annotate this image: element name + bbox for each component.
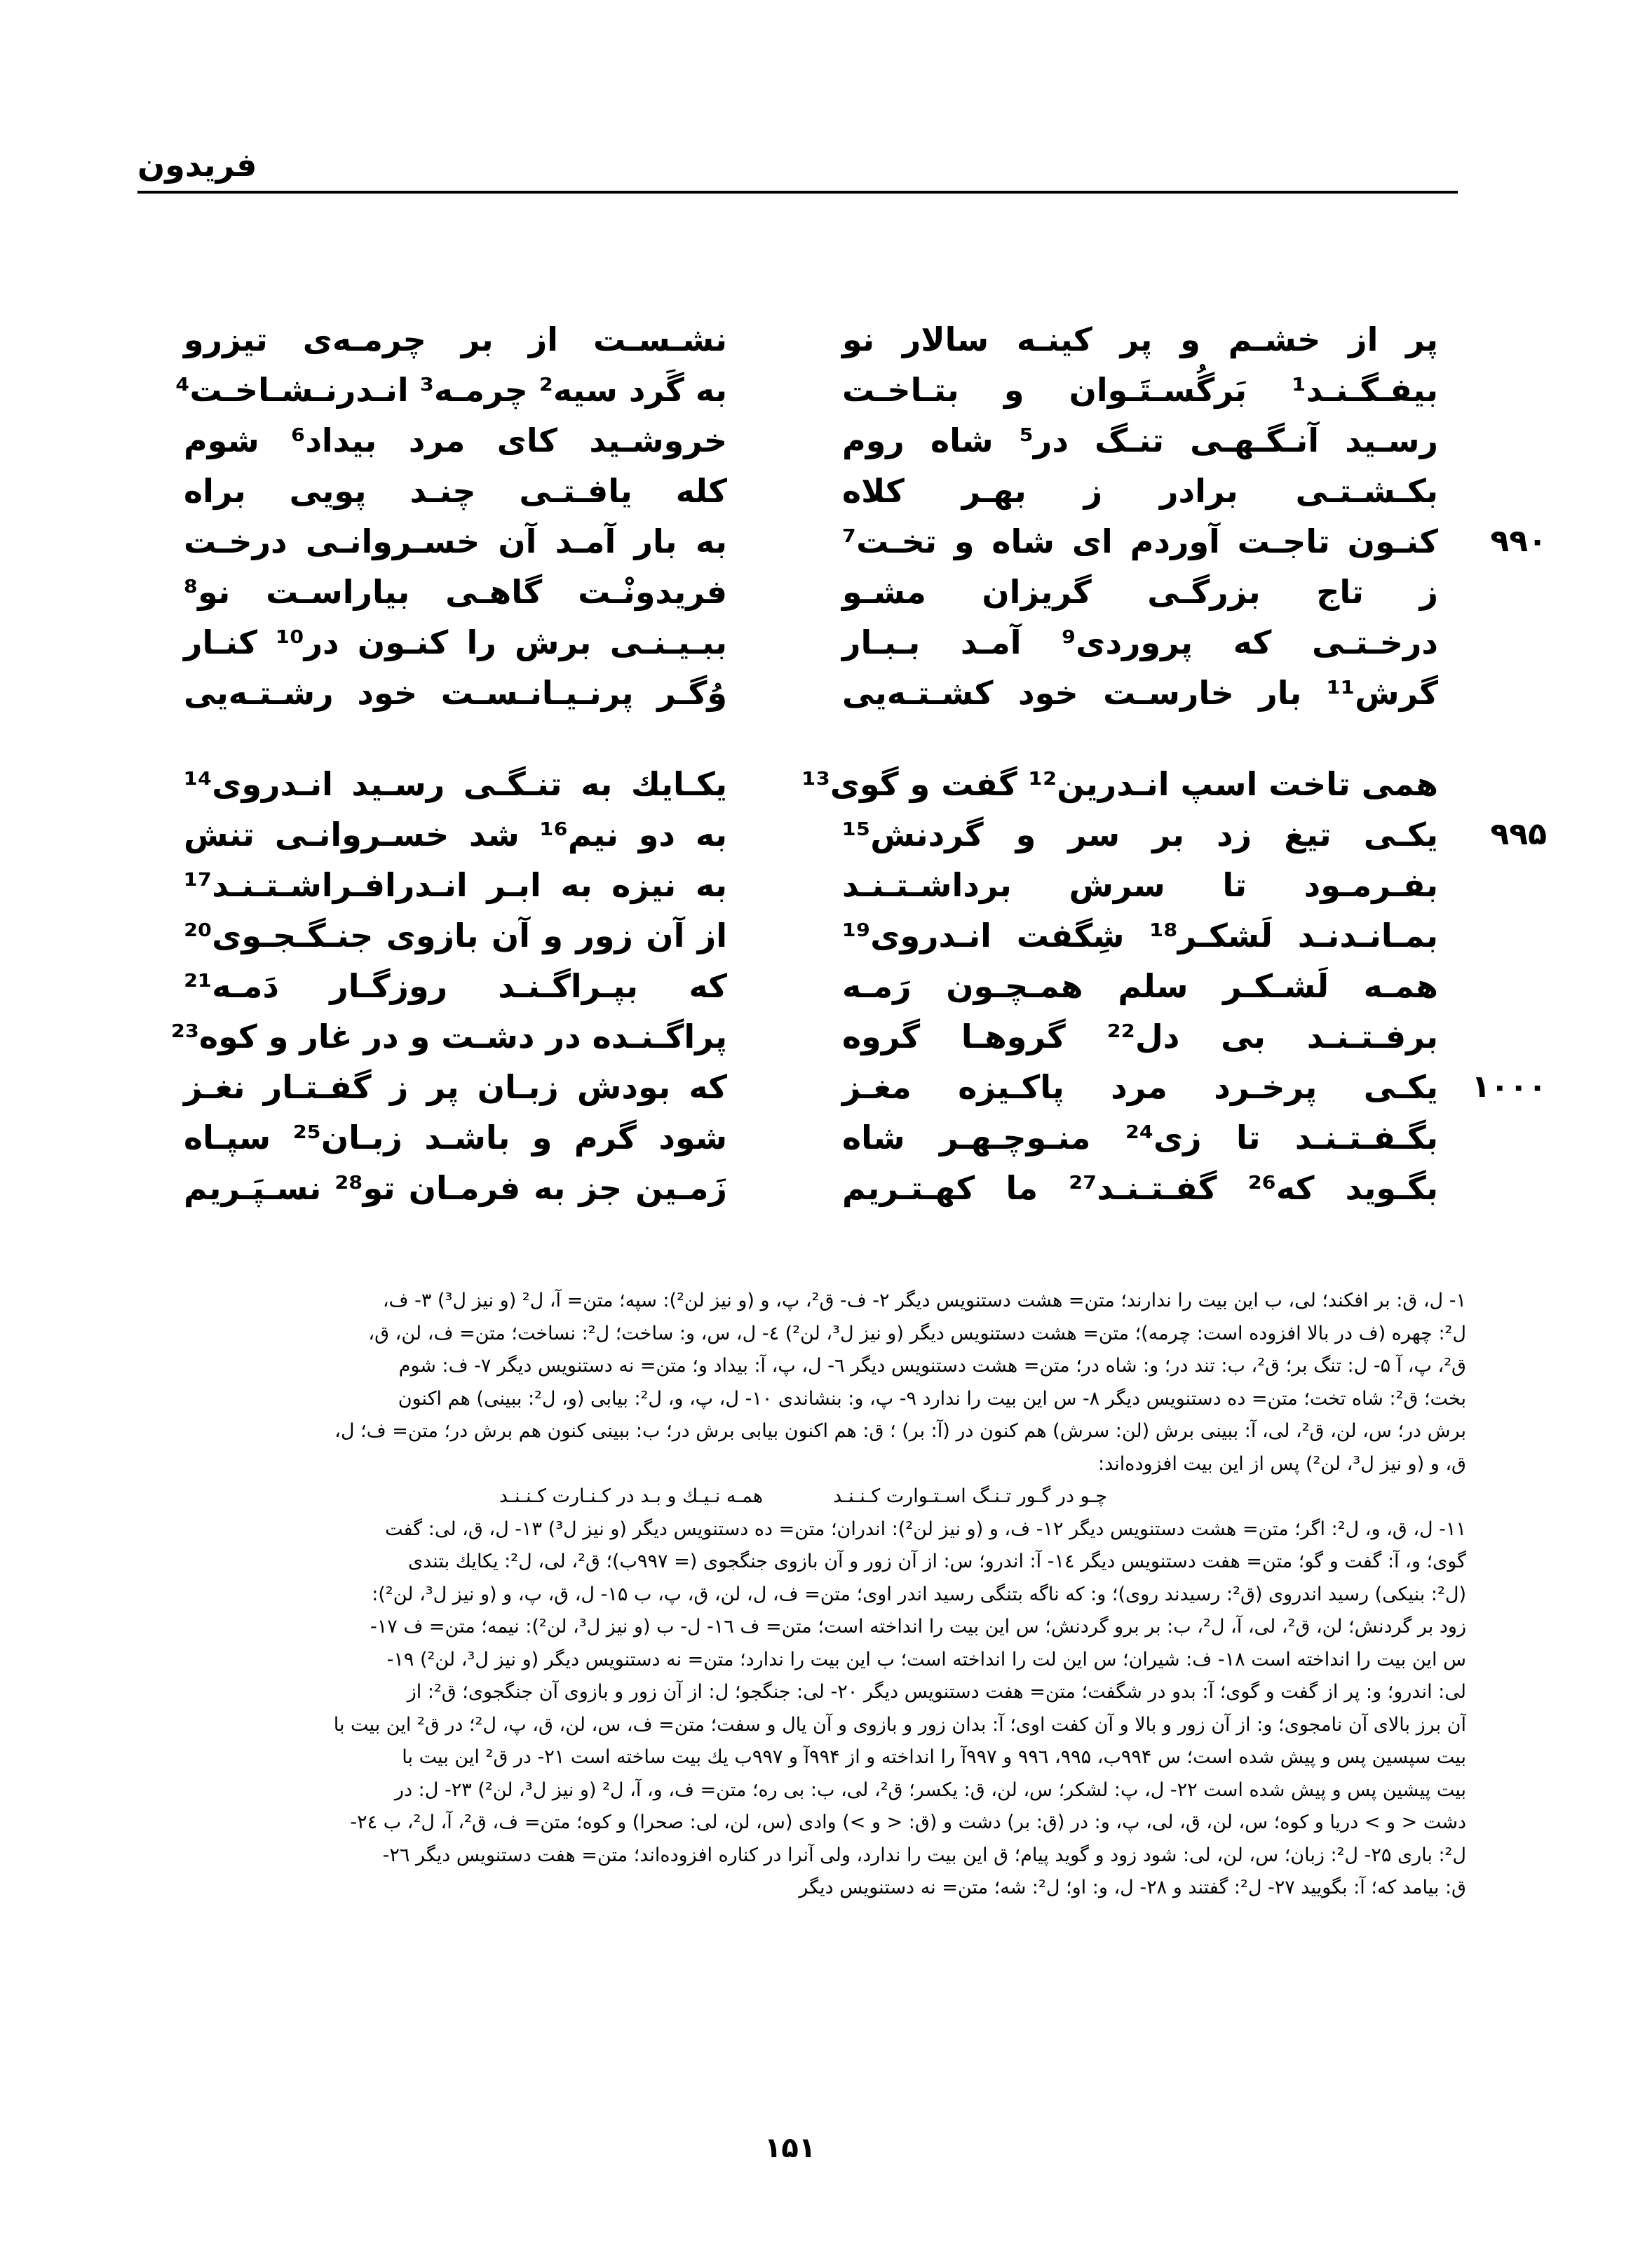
hemistich-text: ببـیـنـی برش را کنـون در¹⁰ کنـار bbox=[184, 623, 727, 661]
hemistich-text: وُگـر پرنـیـانـسـت خود رشـتـه‌یی bbox=[184, 674, 727, 712]
verse-hemistich bbox=[842, 809, 1547, 860]
verse-hemistich bbox=[184, 1112, 727, 1163]
verse-hemistich bbox=[184, 668, 727, 718]
verse-number: ۹۹۰ bbox=[1490, 523, 1547, 559]
verse-hemistich bbox=[184, 617, 727, 668]
verse-hemistich bbox=[184, 961, 727, 1011]
hemistich-text: فریدونْـت گاهـی بیاراسـت نو⁸ bbox=[184, 573, 727, 611]
verse-hemistich bbox=[184, 759, 727, 809]
couplet-second-hemistich: همـه نـیـك و بـد در کـنـارت کـنـنـد bbox=[499, 1485, 764, 1507]
poem-left-column bbox=[170, 314, 728, 1213]
hemistich-text: کله یافـتـی چنـد پویی براه bbox=[184, 472, 727, 510]
verse-hemistich bbox=[184, 516, 727, 567]
hemistich-text: رسـید آنـگـهـی تنـگ در⁵ شاه روم bbox=[842, 421, 1438, 459]
verse-hemistich bbox=[842, 1011, 1438, 1062]
hemistich-text: به نیزه به ابـر انـدرافـراشـتـنـد¹⁷ bbox=[184, 866, 727, 904]
footnote-line: ق²، پ، آ ۵- ل: تنگ بر؛ ق²، ب: تند در؛ و: شاه در؛ متن= هشت دستنویس دیگر ٦- ل، پ، آ: بیداد و؛ متن= نه دستنویس دیگر ۷- ف: شوم bbox=[398, 1355, 1466, 1377]
verse-hemistich bbox=[184, 809, 727, 860]
footnote-line: آن برز بالای آن نامجوی؛ و: از آن زور و بالا و آن کفت اوی؛ آ: بدان زور و بازوی و آن یال و سفت؛ متن= ف، س، لن، ق، پ، ل²؛ در ق² این بیت با bbox=[333, 1713, 1466, 1736]
hemistich-text: که بپـراگـنـد روزگـار دَمـه²¹ bbox=[184, 967, 727, 1005]
verse-hemistich bbox=[842, 365, 1438, 415]
header-divider bbox=[137, 191, 1458, 194]
hemistich-text: پراگـنـده در دشـت و در غار و کوه²³ bbox=[170, 1018, 727, 1055]
verse-hemistich bbox=[842, 1163, 1438, 1213]
footnote-line: لی: اندرو؛ و: پر از گفت و گوی؛ آ: بدو در شگفت؛ متن= هفت دستنویس دیگر ۲۰- لی: جنگجو؛ ل: از آن زور و بازوی آن جنگجوی؛ ق²: از bbox=[407, 1681, 1466, 1703]
hemistich-text: ز تاج بزرگـی گریزان مشـو bbox=[842, 573, 1438, 611]
verse-hemistich bbox=[842, 516, 1547, 567]
verse-hemistich bbox=[184, 1163, 727, 1213]
footnote-line: ل²: باری ۲۵- ل²: زبان؛ س، لن، لی: شود زود و گوید پیام؛ ق این بیت را ندارد، ولی آنرا در کناره افزوده‌اند؛ متن= هفت دستنویس دیگر ۲٦- bbox=[382, 1844, 1466, 1866]
hemistich-text: بگـوید که²⁶ گفـتـنـد²⁷ ما کهـتـریم bbox=[842, 1169, 1438, 1207]
hemistich-text: کنـون تاجـت آوردم ای شاه و تخـت⁷ bbox=[842, 522, 1438, 560]
running-header-title: فریدون bbox=[137, 146, 257, 184]
footnote-line: س این بیت را انداخته است ۱۸- ف: شیران؛ س این لت را انداخته است؛ ب این بیت را ندارد؛ متن= نه دستنویس دیگر (و نیز ل³، لن²) ۱۹- bbox=[386, 1648, 1466, 1670]
verse-hemistich bbox=[842, 860, 1438, 910]
hemistich-text: به دو نیم¹⁶ شد خسـروانـی تنش bbox=[184, 816, 727, 853]
hemistich-text: همـه لَشـکـر سلم همـچـون رَمـه bbox=[842, 967, 1438, 1005]
hemistich-text: که بودش زبـان پر ز گفـتـار نغـز bbox=[184, 1068, 727, 1106]
footnote-line: برش در؛ س، لن، ق²، لی، آ: ببینی برش (لن: سرش) هم کنون در (آ: بر) ؛ ق: هم اکنون بیابی برش در؛ ب: ببینی کنون هم برش در؛ متن= ف؛ ل، bbox=[334, 1420, 1466, 1442]
footnote-line: زود بر گردنش؛ لن، ق²، لی، آ، ل²، ب: بر برو گردنش؛ س این بیت را انداخته است؛ متن= ف ۱٦- ل- ب (و نیز ل³، لن²): نیمه؛ متن= ف ۱۷- bbox=[370, 1616, 1466, 1638]
couplet-first-hemistich: چـو در گـور تـنـگ اسـتـوارت کـنـنـد bbox=[833, 1485, 1108, 1507]
hemistich-text: زَمـین جز به فرمـان تو²⁸ نسـپَـریم bbox=[184, 1169, 728, 1207]
footnotes bbox=[140, 1285, 1466, 1905]
hemistich-text: گرش¹¹ بار خارسـت خود کشـتـه‌یی bbox=[842, 674, 1438, 712]
page-number: ۱۵۱ bbox=[764, 2132, 816, 2164]
verse-hemistich bbox=[842, 668, 1438, 718]
verse-hemistich bbox=[184, 415, 727, 466]
verse-hemistich bbox=[801, 759, 1438, 809]
verse-hemistich bbox=[184, 910, 727, 961]
verse-number: ۱۰۰۰ bbox=[1471, 1069, 1547, 1105]
hemistich-text: پر از خشـم و پر کینـه سالار نو bbox=[842, 320, 1438, 358]
verse-hemistich bbox=[842, 415, 1438, 466]
verse-hemistich bbox=[842, 1112, 1438, 1163]
hemistich-text: از آن زور و آن بازوی جنـگـجـوی²⁰ bbox=[184, 917, 727, 954]
hemistich-text: بگـفـتـنـد تا زی²⁴ منـوچـهـر شاه bbox=[842, 1119, 1438, 1156]
hemistich-text: همی تاخت اسپ انـدرین¹² گفت و گوی¹³ bbox=[801, 765, 1438, 803]
footnote-line: ۱- ل، ق: بر افکند؛ لی، ب این بیت را ندارند؛ متن= هشت دستنویس دیگر ۲- ف- ق²، پ، و (و نیز لن²): سپه؛ متن= آ، ل² (و نیز ل³) ۳- ف، bbox=[382, 1290, 1466, 1311]
verse-hemistich bbox=[184, 860, 727, 910]
hemistich-text: به بار آمـد آن خسـروانـی درخـت bbox=[184, 522, 727, 560]
footnote-added-couplet bbox=[140, 1480, 1466, 1513]
footnote-line: بیت پیشین پس و پیش شده است ۲۲- ل، پ: لشکر؛ س، لن، ق: یکسر؛ ق²، لی، ب: بی ره؛ متن= ف، و، آ، ل² (و نیز ل³، لن²) ۲۳- ل: در bbox=[395, 1778, 1466, 1801]
verse-hemistich bbox=[184, 314, 727, 365]
verse-hemistich bbox=[175, 365, 727, 415]
verse-hemistich bbox=[184, 1062, 727, 1112]
footnote-line: دشت < و > دریا و کوه؛ س، لن، ق، لی، پ، و: در (ق: بر) دشت و (ق: < و >) وادی (س، لن، لی: صحرا) و کوه؛ متن= ف، ق²، آ، ل²، ب ۲٤- bbox=[350, 1811, 1466, 1833]
verse-hemistich bbox=[842, 1062, 1547, 1112]
hemistich-text: بمـانـدنـد لَشکـر¹⁸ شِگفت انـدروی¹⁹ bbox=[842, 917, 1438, 954]
poem-right-column bbox=[801, 314, 1547, 1213]
verse-hemistich bbox=[842, 617, 1438, 668]
verse-hemistich bbox=[842, 567, 1438, 617]
verse-hemistich bbox=[184, 466, 727, 516]
hemistich-text: درخـتـی که پروردی⁹ آمـد بـبـار bbox=[842, 623, 1438, 661]
verse-hemistich bbox=[842, 910, 1438, 961]
verse-hemistich bbox=[184, 567, 727, 617]
verse-hemistich bbox=[842, 314, 1438, 365]
verse-hemistich bbox=[170, 1011, 727, 1062]
hemistich-text: به گَرد سیه² چرمـه³ انـدرنـشـاخـت⁴ bbox=[175, 371, 727, 409]
footnote-line: بیت سپسین پس و پیش شده است؛ س ۹۹۴ب، ۹۹۵، ۹۹٦ و ۹۹۷آ را انداخته و از ۹۹۴آ و ۹۹۷ب یك بیت ساخته است ۲۱- در ق² این بیت با bbox=[402, 1746, 1466, 1768]
hemistich-text: بکـشـتـی برادر ز بهـر کلاه bbox=[842, 472, 1438, 510]
footnote-line: (ل²: بنیکی) رسید اندروی (ق²: رسیدند روی)؛ و: که ناگه بتنگی رسید اندر اوی؛ متن= ف، ل، لن، ق، پ، ب ۱۵- ل، ق، پ، و (و نیز ل³، لن²): bbox=[372, 1583, 1466, 1605]
footnote-line: ق: بیامد که؛ آ: بگویید ۲۷- ل²: گفتند و ۲۸- ل، و: او؛ ل²: شه؛ متن= نه دستنویس دیگر bbox=[799, 1877, 1466, 1898]
hemistich-text: شود گرم و باشـد زبـان²⁵ سپـاه bbox=[184, 1119, 728, 1156]
hemistich-text: بفـرمـود تا سرش برداشـتـنـد bbox=[842, 866, 1438, 904]
footnote-line: بخت؛ ق²: شاه تخت؛ متن= ده دستنویس دیگر ۸- س این بیت را ندارد ۹- پ، و: بنشاندی ۱۰- ل، پ، و، ل²: بیابی (و، ل²: ببینی) هم اکنون bbox=[398, 1387, 1466, 1410]
hemistich-text: یکـی تیغ زد بر سر و گردنش¹⁵ bbox=[842, 816, 1438, 853]
hemistich-text: یکـی پرخـرد مرد پاکـیزه مغـز bbox=[842, 1068, 1438, 1106]
hemistich-text: یکـایك به تنـگـی رسـید انـدروی¹⁴ bbox=[184, 765, 727, 803]
verse-hemistich bbox=[842, 466, 1438, 516]
hemistich-text: بیفـگـنـد¹ بَرگُسـتَـوان و بتـاخـت bbox=[842, 371, 1438, 409]
hemistich-text: برفـتـنـد بی دل²² گروهـا گروه bbox=[842, 1018, 1438, 1055]
hemistich-text: خروشـید کای مرد بیداد⁶ شوم bbox=[184, 421, 727, 459]
footnote-line: ق، و (و نیز ل³، لن²) پس از این بیت افزوده‌اند: bbox=[1098, 1452, 1466, 1475]
verse-number: ۹۹۵ bbox=[1490, 816, 1547, 852]
footnote-line: گوی؛ و، آ: گفت و گو؛ متن= هفت دستنویس دیگر ١٤- آ: اندرو؛ س: از آن زور و آن بازوی جنگجوی (= ۹۹۷ب)؛ ق²، لی، ل²: یکایك بتندی bbox=[407, 1551, 1466, 1572]
hemistich-text: نشـسـت از بر چرمـه‌ی تیزرو bbox=[184, 320, 727, 358]
verse-hemistich bbox=[842, 961, 1438, 1011]
footnote-line: ۱۱- ل، ق، و، ل²: اگر؛ متن= هشت دستنویس دیگر ۱۲- ف، و (و نیز لن²): اندران؛ متن= ده دستنویس دیگر (و نیز ل³) ۱۳- ل، ق، لی: گفت bbox=[385, 1518, 1466, 1540]
footnote-line: ل²: چهره (ف در بالا افزوده است: چرمه)؛ متن= هشت دستنویس دیگر (و نیز ل³، لن²) ٤- ل، س، و: ساخت؛ ل²: نساخت؛ متن= ف، لن، ق، bbox=[368, 1322, 1466, 1344]
